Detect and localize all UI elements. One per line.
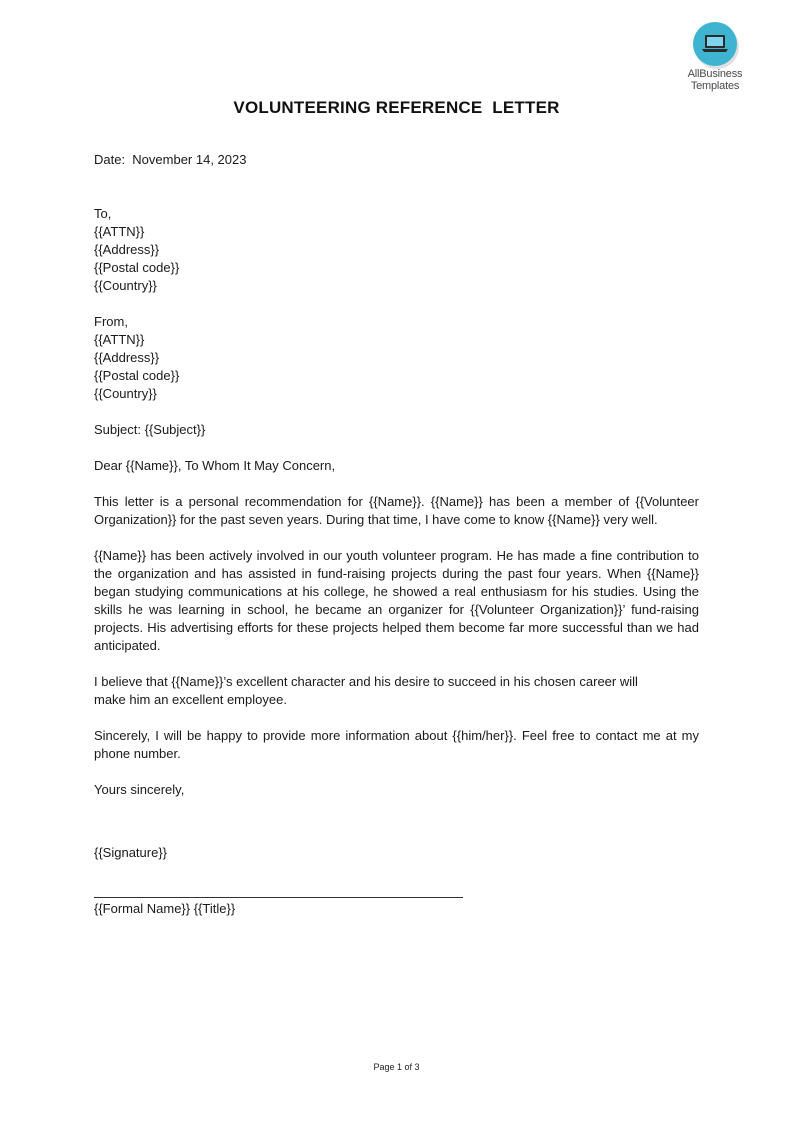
paragraph-1: This letter is a personal recommendation for {{Name}}. {{Name}} has been a member of {{Volunteer Organization}} for the past seven years. During that time, I have come to know {{Name}} very well. [94, 494, 699, 527]
to-label: To, [94, 206, 112, 221]
to-attn: {{ATTN}} [94, 224, 145, 239]
paragraph-3-line-1: I believe that {{Name}}’s excellent character and his desire to succeed in his chosen career will [94, 674, 638, 689]
to-country: {{Country}} [94, 278, 157, 293]
from-address: {{Address}} [94, 350, 160, 365]
date-line: Date: November 14, 2023 [94, 152, 247, 167]
salutation: Dear {{Name}}, To Whom It May Concern, [94, 458, 336, 473]
brand-logo [680, 22, 750, 96]
to-postal-code: {{Postal code}} [94, 260, 180, 275]
signature-placeholder: {{Signature}} [94, 845, 168, 860]
formal-name-title: {{Formal Name}} {{Title}} [94, 901, 236, 916]
page-number: Page 1 of 3 [373, 1062, 420, 1072]
brand-name [680, 68, 750, 92]
from-postal-code: {{Postal code}} [94, 368, 180, 383]
letter-body [94, 151, 699, 918]
from-country: {{Country}} [94, 386, 157, 401]
paragraph-3-line-2: make him an excellent employee. [94, 692, 287, 707]
brand-line-2: Templates [690, 80, 740, 92]
subject-line: Subject: {{Subject}} [94, 422, 206, 437]
signature-rule [94, 897, 463, 898]
from-attn: {{ATTN}} [94, 332, 145, 347]
brand-line-1: AllBusiness [687, 68, 743, 80]
paragraph-2: {{Name}} has been actively involved in our youth volunteer program. He has made a fine contribution to the organization and has assisted in fund-raising projects during the past four years. When {{Name}} began studying communications at his college, he showed a real enthusiasm for his studies. Using the skills he was learning in school, he became an organizer for {{Volunteer Organization}}’ fund-raising projects. His advertising efforts for these projects helped them become far more successful than we had anticipated. [94, 548, 699, 653]
to-address: {{Address}} [94, 242, 160, 257]
paragraph-4: Sincerely, I will be happy to provide more information about {{him/her}}. Feel free to contact me at my phone number. [94, 728, 699, 761]
letter-title: VOLUNTEERING REFERENCE LETTER [233, 98, 560, 117]
from-label: From, [94, 314, 128, 329]
laptop-icon [693, 22, 737, 66]
closing: Yours sincerely, [94, 782, 185, 797]
